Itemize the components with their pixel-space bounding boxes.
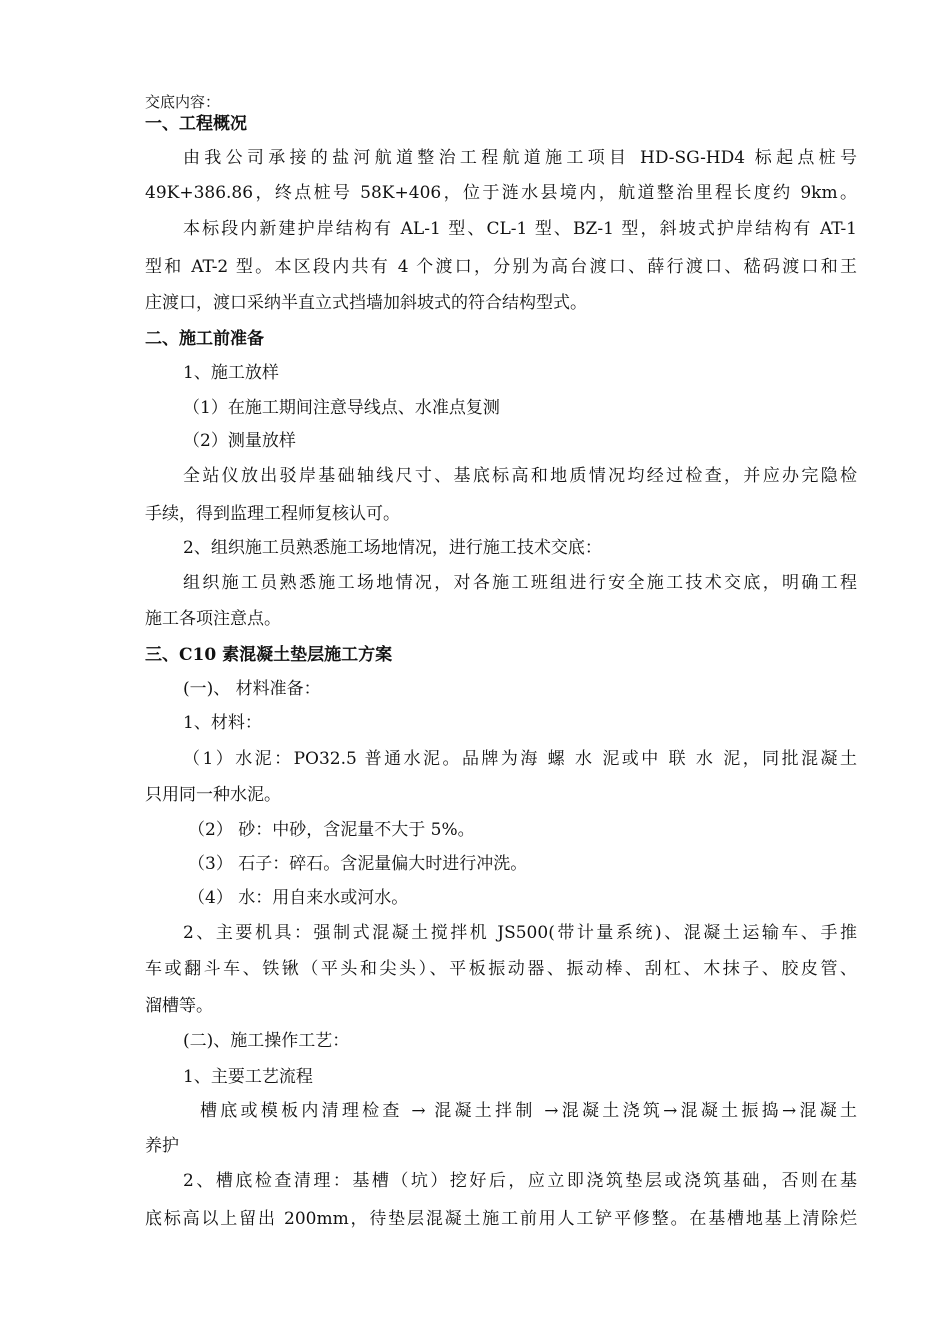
paragraph-line: （2） 砂：中砂，含泥量不大于 5%。 [188, 820, 475, 840]
paragraph-line: 组织施工员熟悉施工场地情况，对各施工班组进行安全施工技术交底，明确工程 [183, 573, 857, 593]
section-heading-overview: 一、工程概况 [145, 114, 247, 134]
paragraph-line: 车或翻斗车、铁锹（平头和尖头）、平板振动器、振动棒、刮杠、木抹子、胶皮管、 [145, 959, 857, 979]
paragraph-line: 1、主要工艺流程 [183, 1067, 313, 1087]
paragraph-line: 型和 AT-2 型。本区段内共有 4 个渡口，分别为高台渡口、薛行渡口、嵇码渡口和王 [145, 257, 857, 277]
paragraph-line: （2）测量放样 [183, 431, 296, 451]
paragraph-line: (二)、施工操作工艺： [183, 1031, 350, 1051]
paragraph-line: 由我公司承接的盐河航道整治工程航道施工项目 HD-SG-HD4 标起点桩号 [183, 148, 857, 168]
paragraph-line: 49K+386.86，终点桩号 58K+406，位于涟水县境内，航道整治里程长度约 9km。 [145, 183, 857, 203]
paragraph-line: 本标段内新建护岸结构有 AL-1 型、CL-1 型、BZ-1 型，斜坡式护岸结构有 AT-1 [183, 219, 857, 239]
paragraph-line: 溜槽等。 [145, 996, 213, 1016]
paragraph-line: （1）水泥：PO32.5 普通水泥。品牌为海 螺 水 泥或中 联 水 泥，同批混凝土 [183, 749, 857, 769]
section-heading-c10-cushion: 三、C10 素混凝土垫层施工方案 [145, 645, 393, 665]
paragraph-line: （4） 水：用自来水或河水。 [188, 888, 409, 908]
paragraph-line: 底标高以上留出 200mm，待垫层混凝土施工前用人工铲平修整。在基槽地基上清除烂 [145, 1209, 857, 1229]
paragraph-line: 1、材料： [183, 713, 262, 733]
paragraph-line: （1）在施工期间注意导线点、水准点复测 [183, 398, 500, 418]
paragraph-line: （3） 石子：碎石。含泥量偏大时进行冲洗。 [188, 854, 528, 874]
paragraph-line: 1、施工放样 [183, 363, 279, 383]
paragraph-line: 2、主要机具：强制式混凝土搅拌机 JS500(带计量系统)、混凝土运输车、手推 [183, 923, 857, 943]
paragraph-line: 2、组织施工员熟悉施工场地情况，进行施工技术交底： [183, 538, 602, 558]
handover-label: 交底内容： [145, 93, 221, 111]
paragraph-line: 只用同一种水泥。 [145, 785, 281, 805]
paragraph-line: 手续，得到监理工程师复核认可。 [145, 504, 400, 524]
paragraph-line: 2、槽底检查清理：基槽（坑）挖好后，应立即浇筑垫层或浇筑基础，否则在基 [183, 1171, 857, 1191]
paragraph-line: 养护 [145, 1136, 179, 1156]
section-heading-preparation: 二、施工前准备 [145, 329, 264, 349]
paragraph-line: 槽底或模板内清理检查 → 混凝土拌制 →混凝土浇筑→混凝土振捣→混凝土 [200, 1101, 857, 1121]
paragraph-line: 施工各项注意点。 [145, 609, 281, 629]
paragraph-line: 庄渡口，渡口采纳半直立式挡墙加斜坡式的符合结构型式。 [145, 293, 587, 313]
paragraph-line: (一)、 材料准备： [183, 679, 321, 699]
paragraph-line: 全站仪放出驳岸基础轴线尺寸、基底标高和地质情况均经过检查，并应办完隐检 [183, 466, 857, 486]
